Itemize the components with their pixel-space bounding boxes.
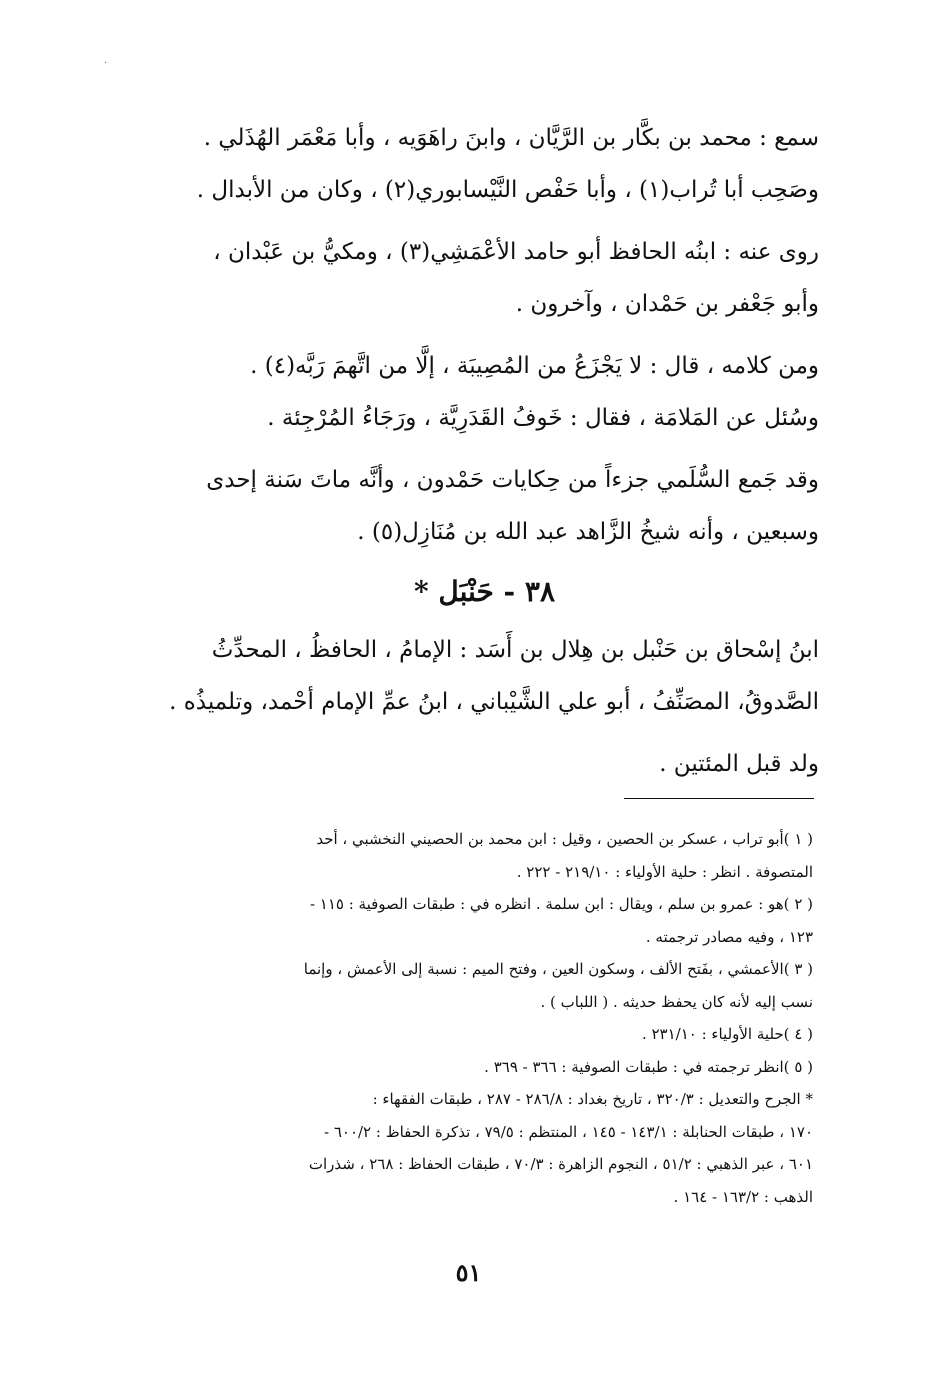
text-line: وسبعين ، وأنه شيخُ الزَّاهد عبد الله بن مُنَازِل(٥) . [357, 519, 819, 545]
text-line: وسُئل عن المَلامَة ، فقال : خَوفُ القَدَرِيَّة ، ورَجَاءُ المُرْجِئة . [267, 405, 819, 431]
text-line: وصَحِب أبا تُراب(١) ، وأبا حَفْص النَّيْسابوري(٢) ، وكان من الأبدال . [196, 177, 819, 203]
footnote-line: ( ٢ )هو : عمرو بن سلم ، ويقال : ابن سلمة . انظره في : طبقات الصوفية : ١١٥ - [309, 895, 813, 913]
text-line: وقد جَمع السُّلَمي جزءاً من حِكايات حَمْدون ، وأنَّه ماتَ سَنة إحدى [206, 467, 819, 493]
entry-heading: ٣٨ - حَنْبَل * [414, 575, 555, 608]
text-line: ولد قبل المئتين . [659, 751, 819, 777]
page-number: ٥١ [455, 1258, 482, 1287]
text-line: الصَّدوقُ، المصَنِّفُ ، أبو علي الشَّيْباني ، ابنُ عمِّ الإمام أحْمد، وتلميذُه . [169, 689, 819, 715]
footnote-separator [624, 798, 814, 799]
footnote-line: ١٢٣ ، وفيه مصادر ترجمته . [645, 927, 813, 946]
footnote-line: ١٧٠ ، طبقات الحنابلة : ١٤٣/١ - ١٤٥ ، المنتظم : ٧٩/٥ ، تذكرة الحفاظ : ٦٠٠/٢ - [323, 1122, 813, 1141]
text-line: ابنُ إسْحاق بن حَنْبل بن هِلال بن أَسَد : الإمامُ ، الحافظُ ، المحدِّثُ [211, 637, 819, 663]
text-line: سمع : محمد بن بكَّار بن الرَّيَّان ، وابنَ راهَوَيه ، وأبا مَعْمَر الهُذَلي . [203, 125, 819, 151]
footnote-line: ( ٤ )حلية الأولياء : ٢٣١/١٠ . [641, 1025, 813, 1043]
footnote-line: * الجرح والتعديل : ٣٢٠/٣ ، تاريخ بغداد : ٢٨٦/٨ - ٢٨٧ ، طبقات الفقهاء : [372, 1090, 813, 1108]
footnote-line: ( ١ )أبو تراب ، عسكر بن الحصين ، وقيل : ابن محمد بن الحصيني النخشبي ، أحد [316, 830, 813, 848]
footnote-line: ( ٥ )انظر ترجمته في : طبقات الصوفية : ٣٦٦ - ٣٦٩ . [484, 1057, 813, 1076]
main-text [150, 112, 819, 790]
footnote-line: ٦٠١ ، عبر الذهبي : ٥١/٢ ، النجوم الزاهرة : ٧٠/٣ ، طبقات الحفاظ : ٢٦٨ ، شذرات [308, 1155, 813, 1173]
text-line: ومن كلامه ، قال : لا يَجْزَعُ من المُصِيبَة ، إلَّا من اتَّهمَ رَبَّه(٤) . [250, 353, 819, 379]
footnote-line: نسب إليه لأنه كان يحفظ حديثه . ( اللباب ) . [540, 992, 813, 1011]
text-line: وأبو جَعْفر بن حَمْدان ، وآخرون . [515, 291, 819, 317]
footnote-line: الذهب : ١٦٣/٢ - ١٦٤ . [673, 1187, 813, 1206]
footnotes [145, 823, 813, 1213]
text-line: روى عنه : ابنُه الحافظ أبو حامد الأعْمَشِي(٣) ، ومكيُّ بن عَبْدان ، [213, 239, 819, 265]
scan-speck: · [104, 58, 108, 69]
footnote-line: ( ٣ )الأعمشي ، بفَتح الألف ، وسكون العين ، وفتح الميم : نسبة إلى الأعمش ، وإنما [303, 960, 813, 978]
footnote-line: المتصوفة . انظر : حلية الأولياء : ٢١٩/١٠ - ٢٢٢ . [516, 862, 813, 881]
